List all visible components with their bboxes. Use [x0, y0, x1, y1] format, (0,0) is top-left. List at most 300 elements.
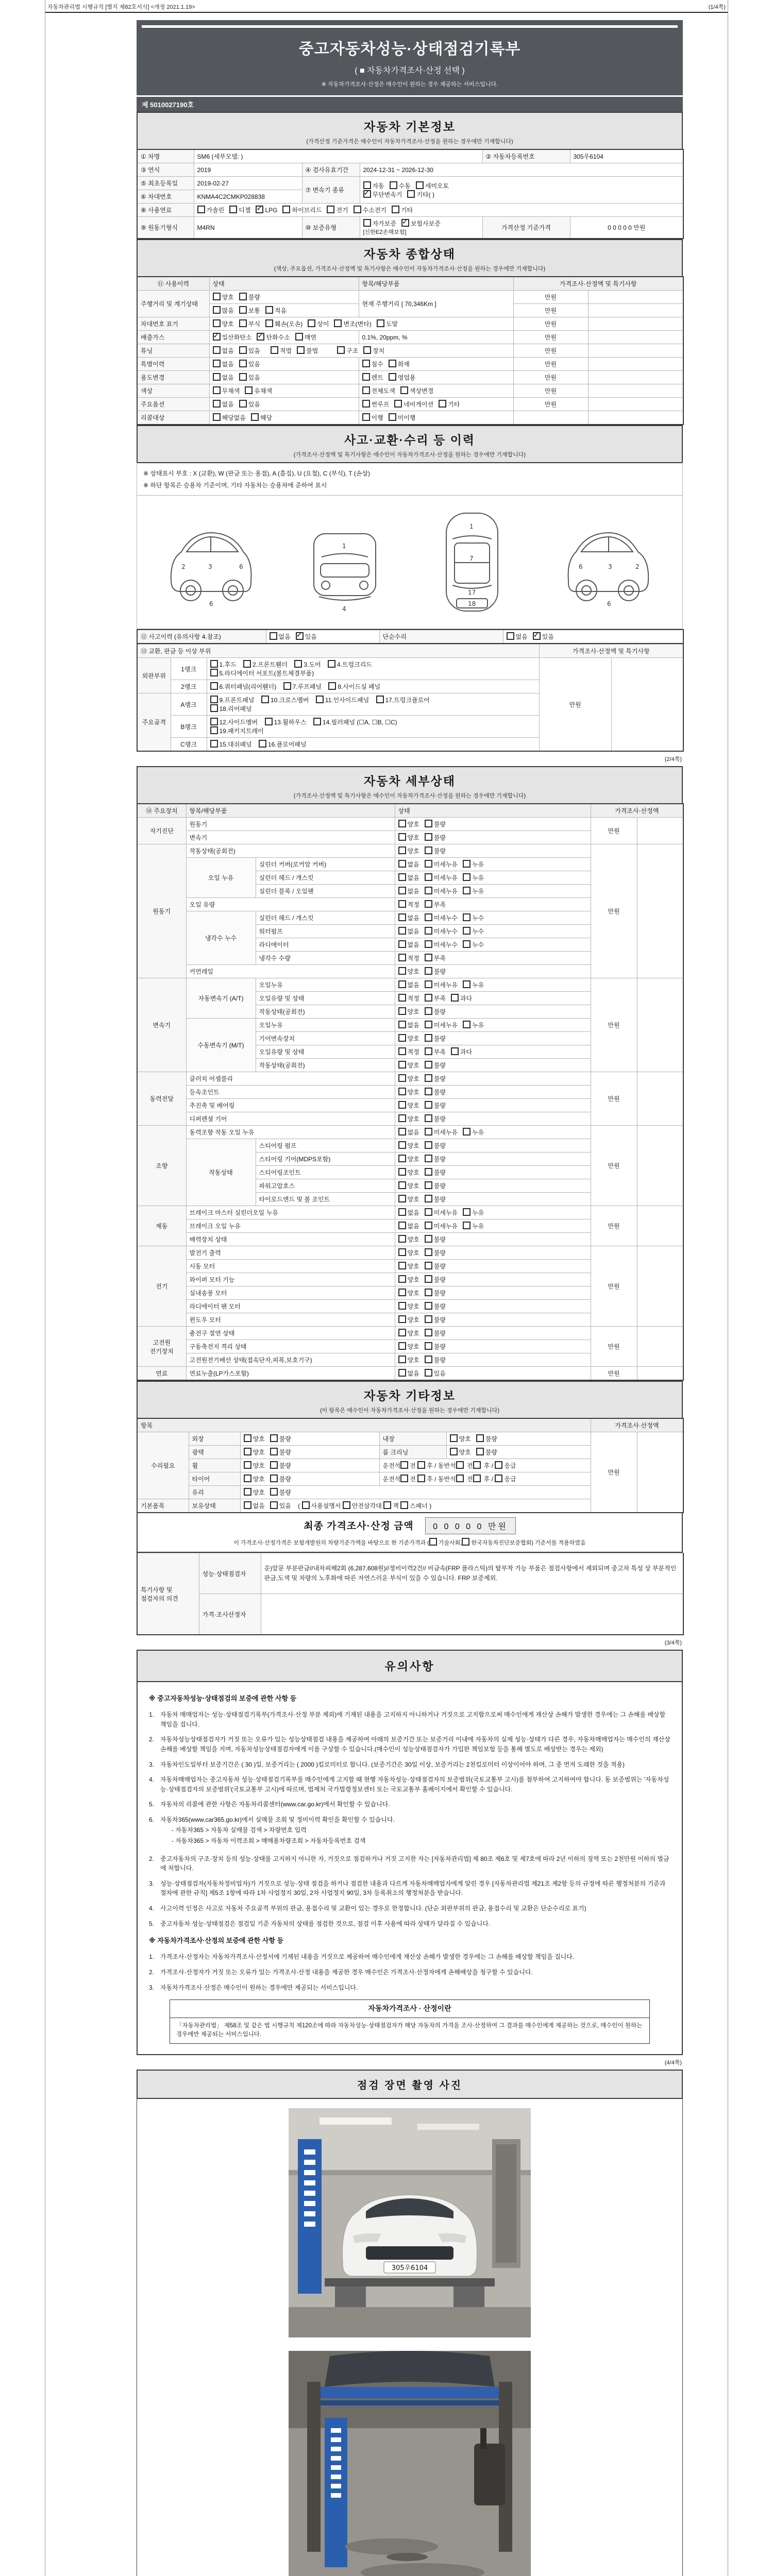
detail-status-title: 자동차 세부상태	[364, 774, 456, 788]
checkbox-icon[interactable]	[398, 994, 406, 1002]
checkbox-icon[interactable]	[270, 1501, 278, 1509]
checkbox-icon[interactable]	[229, 206, 237, 213]
table-row	[137, 163, 683, 177]
car-diagram-top	[421, 503, 524, 621]
checkbox-icon[interactable]	[425, 1329, 432, 1336]
checkbox-icon[interactable]	[425, 967, 432, 975]
checkbox-icon[interactable]	[398, 1208, 406, 1216]
transmission-option: 수동	[390, 181, 411, 190]
option-양호: 양호	[398, 1168, 419, 1177]
checkbox-icon[interactable]	[210, 660, 218, 668]
checkbox-icon[interactable]	[463, 873, 470, 881]
panel-group-label: 주요골격	[137, 693, 171, 752]
checkbox-icon[interactable]	[401, 219, 409, 227]
checkbox-icon[interactable]	[328, 660, 335, 668]
panel-option: 17.트렁크플로어	[376, 696, 430, 704]
checkbox-icon[interactable]	[439, 400, 446, 408]
final-price-value: 0 0 0 0 0 만원	[425, 1517, 516, 1534]
panel-option: 13.휠하우스	[265, 718, 307, 726]
checkbox-icon[interactable]	[425, 1088, 432, 1095]
checkbox-icon[interactable]	[463, 887, 470, 894]
option-있음: 있음	[270, 1501, 291, 1510]
svg-text:4: 4	[342, 605, 346, 613]
checkbox-icon[interactable]	[425, 1262, 432, 1269]
opinion-label: 특기사항 및 점검자의 의견	[137, 1553, 199, 1635]
checkbox-icon[interactable]	[425, 887, 432, 894]
item-state	[395, 1005, 591, 1019]
checkbox-icon[interactable]	[398, 887, 406, 894]
option-적법: 적법	[271, 346, 292, 355]
table-row: 원동기 작동상태(공회전) 양호 불량 만원	[137, 844, 683, 858]
checkbox-icon[interactable]	[354, 206, 361, 213]
checkbox-icon[interactable]	[392, 206, 399, 213]
checkbox-icon[interactable]	[398, 1181, 406, 1189]
checkbox-icon[interactable]	[476, 1434, 484, 1442]
item-label: 배력장치 상태	[186, 1233, 395, 1246]
option-없음: 없음	[244, 1501, 265, 1510]
item-state	[395, 1219, 591, 1233]
checkbox-icon[interactable]	[213, 400, 221, 408]
top-meta	[45, 0, 728, 13]
checkbox-icon[interactable]	[362, 373, 370, 381]
checkbox-icon[interactable]	[337, 346, 345, 354]
checkbox-icon[interactable]	[507, 632, 514, 640]
engine-type-value: M4RN	[194, 217, 302, 239]
option-불량: 불량	[425, 846, 446, 855]
svg-text:305우6104: 305우6104	[391, 2264, 428, 2273]
checkbox-icon[interactable]	[243, 660, 251, 668]
checkbox-icon[interactable]	[425, 1141, 432, 1149]
checkbox-icon[interactable]	[450, 1448, 458, 1455]
checkbox-icon[interactable]	[328, 682, 336, 690]
checkbox-icon[interactable]	[265, 319, 273, 327]
year-value: 2019	[194, 163, 302, 177]
checkbox-icon[interactable]	[362, 386, 370, 394]
table-row	[137, 1553, 683, 1594]
option-미세누수: 미세누수	[425, 913, 458, 922]
exchange-panel-table	[137, 644, 684, 752]
checkbox-icon[interactable]	[362, 360, 370, 367]
checkbox-icon[interactable]	[389, 413, 396, 421]
checkbox-icon[interactable]	[377, 319, 384, 327]
checkbox-icon[interactable]	[244, 1501, 251, 1509]
checkbox-icon[interactable]	[244, 1475, 251, 1482]
option-없음: 없음	[398, 1128, 419, 1137]
checkbox-icon[interactable]	[425, 1034, 432, 1042]
checkbox-icon[interactable]	[210, 726, 218, 734]
checkbox-icon[interactable]	[425, 820, 432, 827]
item-label: 오일누유	[256, 978, 395, 992]
checkbox-icon[interactable]	[425, 1047, 432, 1055]
checkbox-icon[interactable]	[533, 632, 541, 640]
checkbox-icon[interactable]	[327, 206, 334, 213]
price-definition-text: 「자동차관리법」 제58조 및 같은 법 시행규칙 제120조에 따라 자동차성능·상태점검자가 해당 자동차의 가격을 조사·산정하여 그 결과를 매수인에게 제공하는 것으로, 매수인이 원하는 경우에만 제공되는 서비스입니다.	[176, 2022, 643, 2038]
option-미세누유: 미세누유	[425, 980, 458, 989]
checkbox-icon[interactable]	[398, 1141, 406, 1149]
checkbox-icon[interactable]	[295, 333, 303, 341]
checkbox-icon[interactable]	[213, 413, 221, 421]
panel-option: 3.도어	[294, 660, 321, 669]
checkbox-icon[interactable]	[210, 740, 218, 748]
rank-label: 2랭크	[171, 680, 207, 693]
final-price-band	[137, 1513, 683, 1553]
checkbox-icon[interactable]	[398, 1342, 406, 1350]
option-일산화탄소: ✓ 일산화탄소	[213, 333, 252, 342]
checkbox-icon[interactable]	[400, 386, 408, 394]
option-불량: 불량	[425, 1302, 446, 1311]
checkbox-icon[interactable]	[334, 319, 342, 327]
checkbox-icon[interactable]	[425, 1168, 432, 1176]
checkbox-icon[interactable]	[398, 940, 406, 948]
checkbox-icon[interactable]	[425, 913, 432, 921]
option-양호: 양호	[398, 1275, 419, 1284]
checkbox-icon[interactable]	[425, 1074, 432, 1082]
checkbox-icon[interactable]	[425, 1222, 432, 1229]
car-name-value: SM6 (세부모델: )	[194, 149, 482, 163]
checkbox-icon[interactable]	[239, 293, 247, 300]
checkbox-icon[interactable]	[463, 1208, 470, 1216]
option-영업용: 영업용	[389, 373, 416, 382]
checkbox-icon[interactable]	[451, 1047, 459, 1055]
checkbox-icon[interactable]	[398, 913, 406, 921]
checkbox-icon[interactable]	[425, 1061, 432, 1069]
checkbox-icon[interactable]	[213, 319, 221, 327]
checkbox-icon[interactable]	[251, 413, 259, 421]
checkbox-icon[interactable]	[210, 682, 218, 690]
option-양호: 양호	[213, 293, 234, 301]
checkbox-icon[interactable]	[213, 306, 221, 314]
checkbox-icon[interactable]	[416, 181, 424, 189]
checkbox-icon[interactable]	[271, 346, 278, 354]
item-state	[395, 1112, 591, 1126]
item-label: 브레이크 오일 누유	[186, 1219, 395, 1233]
option-변조(변타): 변조(변타)	[334, 319, 371, 328]
option-양호: 양호	[398, 1074, 419, 1083]
checkbox-icon[interactable]	[363, 219, 371, 227]
sub-group-label: 수동변속기 (M/T)	[186, 1019, 256, 1072]
rank-label: C랭크	[171, 738, 207, 752]
checkbox-icon[interactable]	[398, 1034, 406, 1042]
checkbox-icon[interactable]	[244, 1488, 251, 1496]
checkbox-icon[interactable]	[239, 360, 247, 367]
option-불량: 불량	[270, 1434, 291, 1443]
checkbox-icon[interactable]	[425, 873, 432, 881]
checkbox-icon[interactable]	[256, 206, 263, 213]
checkbox-icon[interactable]	[398, 1235, 406, 1243]
checkbox-icon[interactable]	[398, 1195, 406, 1202]
checkbox-icon[interactable]	[425, 1289, 432, 1296]
checkbox-icon[interactable]	[425, 940, 432, 948]
checkbox-icon[interactable]	[257, 333, 264, 341]
checkbox-icon[interactable]	[213, 293, 221, 300]
checkbox-icon[interactable]	[425, 1315, 432, 1323]
checkbox-icon[interactable]	[213, 346, 221, 354]
checkbox-icon[interactable]	[213, 386, 221, 394]
checkbox-icon[interactable]	[270, 1461, 278, 1469]
table-row: 배출가스 ✓ 일산화탄소 ✓ 탄화수소 매연 0.1%, 20ppm, % 만원	[137, 331, 683, 344]
checkbox-icon[interactable]	[425, 994, 432, 1002]
checkbox-icon[interactable]	[398, 1061, 406, 1069]
option-양호: 양호	[398, 1101, 419, 1110]
item-label: 윈도우 모터	[186, 1313, 395, 1327]
checkbox-icon[interactable]	[425, 1181, 432, 1189]
checkbox-icon[interactable]	[210, 669, 218, 676]
checkbox-icon[interactable]	[394, 400, 402, 408]
checkbox-icon[interactable]	[476, 1448, 484, 1455]
checkbox-icon[interactable]	[244, 1448, 251, 1455]
checkbox-icon[interactable]	[398, 846, 406, 854]
transmission-option: ✓무단변속기	[363, 190, 402, 199]
item-state	[395, 1126, 591, 1139]
checkbox-icon[interactable]	[316, 696, 324, 703]
fuel-options	[194, 204, 683, 217]
checkbox-icon[interactable]	[451, 994, 459, 1002]
checkbox-icon[interactable]	[362, 413, 370, 421]
checkbox-icon[interactable]	[363, 190, 371, 198]
panel-option: 19.패키지트레이	[210, 726, 264, 735]
checkbox-icon[interactable]	[244, 1461, 251, 1469]
checkbox-icon[interactable]	[463, 860, 470, 868]
checkbox-icon[interactable]	[398, 1101, 406, 1109]
checkbox-icon[interactable]	[463, 1021, 470, 1028]
option-네비게이션: 네비게이션	[394, 400, 433, 409]
checkbox-icon[interactable]	[239, 346, 247, 354]
checkbox-icon[interactable]	[425, 846, 432, 854]
final-price-note: 이 가격조사·산정가격은 보험개발원의 차량기준가액을 바탕으로 한 기준가격과 ( 기술사회, 한국자동차진단보증협회) 기준서를 적용하였음	[138, 1538, 682, 1547]
checkbox-icon[interactable]	[425, 1021, 432, 1028]
option-양호: 양호	[398, 967, 419, 976]
checkbox-icon[interactable]	[362, 400, 370, 408]
option-불량: 불량	[425, 833, 446, 842]
checkbox-icon[interactable]	[244, 1434, 251, 1442]
panel-option: 4.트렁크리드	[328, 660, 372, 669]
car-diagram-left-side	[150, 503, 269, 621]
table-row: 타이어 양호 불량 운전석 전 후 / 동반석 전 후 / 응급	[137, 1472, 683, 1486]
checkbox-icon[interactable]	[363, 181, 371, 189]
checkbox-icon[interactable]	[407, 190, 415, 198]
checkbox-icon[interactable]	[425, 1235, 432, 1243]
option-양호: 양호	[398, 1181, 419, 1190]
checkbox-icon[interactable]	[398, 1047, 406, 1055]
checkbox-icon[interactable]	[259, 740, 266, 748]
checkbox-icon[interactable]	[398, 1302, 406, 1310]
table-row: 휠 양호 불량 운전석 전 후 / 동반석 전 후 / 응급	[137, 1459, 683, 1472]
checkbox-icon[interactable]	[239, 319, 247, 327]
checkbox-icon[interactable]	[463, 940, 470, 948]
checkbox-icon[interactable]	[376, 696, 384, 703]
checkbox-icon[interactable]	[425, 1342, 432, 1350]
usage-row-label: 특별이력	[137, 358, 209, 371]
page-marker-2: (2/4쪽)	[664, 756, 682, 762]
checkbox-icon[interactable]	[463, 1222, 470, 1229]
checkbox-icon[interactable]	[463, 913, 470, 921]
checkbox-icon[interactable]	[425, 1355, 432, 1363]
engine-type-label: ⑨ 원동기형식	[137, 217, 194, 239]
option-있음: 있음	[239, 360, 260, 368]
checkbox-icon[interactable]	[282, 206, 290, 213]
checkbox-icon[interactable]	[398, 1155, 406, 1162]
item-state	[395, 1233, 591, 1246]
rank-label: B랭크	[171, 716, 207, 738]
checkbox-icon[interactable]	[398, 1329, 406, 1336]
table-row	[137, 411, 683, 425]
inspector-label: 성능·상태점검자	[199, 1553, 261, 1594]
option-불량: 불량	[425, 1168, 446, 1177]
checkbox-icon[interactable]	[294, 660, 302, 668]
checkbox-icon[interactable]	[425, 1007, 432, 1015]
item-state	[395, 1300, 591, 1313]
checkbox-icon[interactable]	[425, 927, 432, 935]
checkbox-icon[interactable]	[425, 860, 432, 868]
checkbox-icon[interactable]	[398, 1262, 406, 1269]
checkbox-icon[interactable]	[389, 360, 396, 367]
checkbox-icon[interactable]	[398, 1021, 406, 1028]
checkbox-icon[interactable]	[363, 346, 371, 354]
checkbox-icon[interactable]	[283, 682, 291, 690]
option-부족: 부족	[425, 1047, 446, 1056]
checkbox-icon[interactable]	[213, 333, 221, 341]
checkbox-icon[interactable]	[398, 1315, 406, 1323]
checkbox-icon[interactable]	[398, 900, 406, 908]
checkbox-icon[interactable]	[398, 1074, 406, 1082]
item-state	[395, 952, 591, 965]
checkbox-icon[interactable]	[425, 1275, 432, 1283]
item-label: 실내송풍 모터	[186, 1286, 395, 1300]
checkbox-icon[interactable]	[398, 1355, 406, 1363]
checkbox-icon[interactable]	[398, 1007, 406, 1015]
checkbox-icon[interactable]	[398, 1275, 406, 1283]
basic-info-subtitle: (가격산정 기준가격은 매수인이 자동차가격조사·산정을 원하는 경우에만 기재합니다)	[306, 139, 513, 145]
option-있음: 있음	[239, 346, 260, 355]
checkbox-icon[interactable]	[398, 1289, 406, 1296]
option-불량: 불량	[425, 1275, 446, 1284]
checkbox-icon[interactable]	[398, 833, 406, 841]
checkbox-icon[interactable]	[261, 696, 269, 703]
repair-needed-label: 수리필요	[137, 1432, 189, 1499]
first-reg-label: ⑤ 최초등록일	[137, 177, 194, 190]
item-state	[395, 1139, 591, 1153]
checkbox-icon[interactable]	[213, 373, 221, 381]
checkbox-icon[interactable]	[398, 1128, 406, 1136]
option-없음: 없음	[213, 400, 234, 409]
usage-row-label: 색상	[137, 384, 209, 398]
checkbox-icon[interactable]	[425, 1155, 432, 1162]
checkbox-icon[interactable]	[265, 306, 273, 314]
checkbox-icon[interactable]	[270, 632, 277, 640]
item-state	[395, 1179, 591, 1193]
checkbox-icon[interactable]	[210, 704, 218, 712]
option-없음: 없음	[398, 1021, 419, 1029]
checkbox-icon[interactable]	[425, 1195, 432, 1202]
checkbox-icon[interactable]	[450, 1434, 458, 1442]
item-state	[395, 1260, 591, 1273]
item-state	[395, 831, 591, 844]
repair-item-label: 타이어	[189, 1472, 240, 1486]
checkbox-icon[interactable]	[463, 980, 470, 988]
checkbox-icon[interactable]	[398, 927, 406, 935]
checkbox-icon[interactable]	[398, 954, 406, 961]
checkbox-icon[interactable]	[398, 967, 406, 975]
checkbox-icon[interactable]	[398, 1088, 406, 1095]
checkbox-icon[interactable]	[425, 1248, 432, 1256]
transmission-label: ⑦ 변속기 종류	[302, 177, 360, 204]
checkbox-icon[interactable]	[210, 696, 218, 703]
checkbox-icon[interactable]	[239, 373, 247, 381]
item-state	[395, 1367, 591, 1381]
checkbox-icon[interactable]	[398, 1248, 406, 1256]
checkbox-icon[interactable]	[213, 360, 221, 367]
checkbox-icon[interactable]	[425, 900, 432, 908]
option-미세누유: 미세누유	[425, 873, 458, 882]
checkbox-icon[interactable]	[398, 1222, 406, 1229]
table-row: 특별이력 없음 있음 침수 화재 만원	[137, 358, 683, 371]
checkbox-icon[interactable]	[398, 860, 406, 868]
checkbox-icon[interactable]	[398, 1369, 406, 1377]
checkbox-icon[interactable]	[398, 1168, 406, 1176]
checkbox-icon[interactable]	[239, 306, 247, 314]
checkbox-icon[interactable]	[463, 927, 470, 935]
checkbox-icon[interactable]	[425, 980, 432, 988]
checkbox-icon[interactable]	[270, 1475, 278, 1482]
option-누수: 누수	[463, 913, 484, 922]
option-불량: 불량	[425, 1074, 446, 1083]
fuel-option: ✓ LPG	[256, 206, 277, 214]
checkbox-icon[interactable]	[245, 386, 253, 394]
checkbox-icon[interactable]	[398, 820, 406, 827]
checkbox-icon[interactable]	[296, 632, 304, 640]
checkbox-icon[interactable]	[425, 1114, 432, 1122]
checkbox-icon[interactable]	[239, 400, 247, 408]
item-label: 충전구 절연 상태	[186, 1327, 395, 1340]
table-row: 조향 동력조향 작동 오일 누유 없음 미세누유 누유 만원	[137, 1126, 683, 1139]
checkbox-icon[interactable]	[270, 1434, 278, 1442]
item-label: 브레이크 마스터 실린더오일 누유	[186, 1206, 395, 1219]
checkbox-icon[interactable]	[270, 1488, 278, 1496]
checkbox-icon[interactable]	[197, 206, 205, 213]
option-누유: 누유	[463, 1021, 484, 1029]
checkbox-icon[interactable]	[210, 718, 218, 725]
checkbox-icon[interactable]	[425, 954, 432, 961]
checkbox-icon[interactable]	[425, 1369, 432, 1377]
checkbox-icon[interactable]	[308, 319, 315, 327]
checkbox-icon[interactable]	[389, 373, 396, 381]
table-row	[137, 630, 683, 643]
repair-item-label: 광택	[189, 1446, 240, 1459]
option-없음: 없음	[398, 873, 419, 882]
table-row: 수리필요 외장 양호 불량 내장 양호 불량 만원	[137, 1432, 683, 1446]
option-불량: 불량	[270, 1475, 291, 1483]
checkbox-icon[interactable]	[425, 1302, 432, 1310]
notice-items-c	[149, 1952, 670, 1992]
checkbox-icon[interactable]	[270, 1448, 278, 1455]
option-양호: 양호	[398, 1114, 419, 1123]
checkbox-icon[interactable]	[398, 1114, 406, 1122]
item-state	[395, 1099, 591, 1112]
checkbox-icon[interactable]	[297, 346, 305, 354]
checkbox-icon[interactable]	[425, 1101, 432, 1109]
checkbox-icon[interactable]	[390, 181, 397, 189]
fuel-option: 전기	[327, 206, 348, 214]
checkbox-icon[interactable]	[265, 718, 273, 725]
checkbox-icon[interactable]	[425, 1128, 432, 1136]
checkbox-icon[interactable]	[425, 833, 432, 841]
item-state	[395, 818, 591, 831]
checkbox-icon[interactable]	[398, 873, 406, 881]
checkbox-icon[interactable]	[398, 980, 406, 988]
checkbox-icon[interactable]	[425, 1208, 432, 1216]
checkbox-icon[interactable]	[313, 718, 321, 725]
checkbox-icon[interactable]	[463, 1128, 470, 1136]
